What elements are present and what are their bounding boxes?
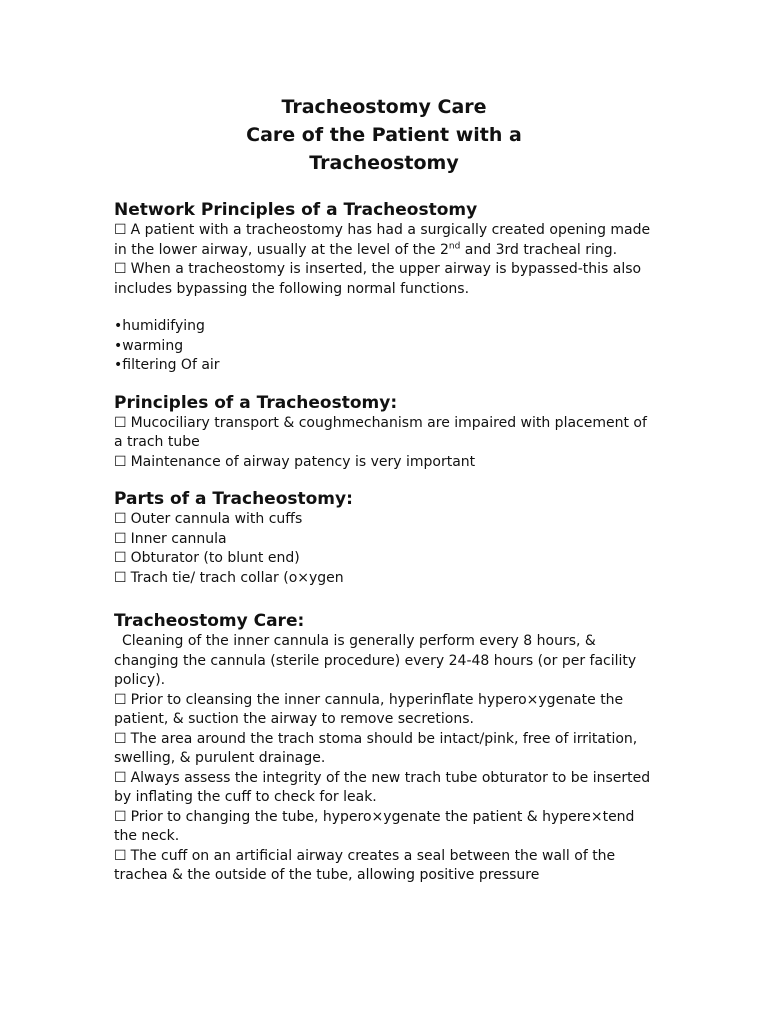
checkbox-bullet-icon: ☐ [114, 414, 127, 431]
checkbox-bullet-icon: ☐ [114, 730, 127, 747]
document-title [114, 93, 654, 177]
section-heading-care: Tracheostomy Care: [114, 611, 305, 631]
list-item-text: Always assess the integrity of the new trach tube obturator to be inserted by inflating the cuff to check for leak. [114, 769, 651, 805]
list-item-text: Prior to cleansing the inner cannula, hyperinflate hypero×ygenate the patient, & suction the airway to remove secretions. [114, 691, 624, 727]
list-item-text: Maintenance of airway patency is very important [130, 453, 476, 470]
section-heading-network-principles: Network Principles of a Tracheostomy [114, 200, 478, 220]
title-line-3: Tracheostomy [309, 152, 459, 174]
paragraph-cleaning-intro [114, 632, 654, 691]
checkbox-bullet-icon: ☐ [114, 453, 127, 470]
checkbox-bullet-icon: ☐ [114, 569, 127, 586]
list-item-text: Prior to changing the tube, hypero×ygenate the patient & hypere×tend the neck. [114, 808, 635, 844]
list-item-trach-stoma [114, 730, 654, 769]
paragraph-text: Cleaning of the inner cannula is generally perform every 8 hours, & changing the cannula (sterile procedure) every 24-48 hours (or per facility policy). [114, 633, 637, 688]
checkbox-bullet-icon: ☐ [114, 261, 127, 277]
paragraph-surgical-opening [114, 221, 654, 260]
list-item-cuff-seal [114, 847, 654, 886]
list-item-outer-cannula [114, 510, 654, 530]
list-item-assess-integrity [114, 769, 654, 808]
list-item-prior-cleansing [114, 691, 654, 730]
paragraph-text: A patient with a tracheostomy has had a surgically created opening made in the lower airway, usually at the level of the 2 [114, 222, 651, 258]
list-item-text: Trach tie/ trach collar (o×ygen [130, 569, 344, 586]
section-heading-parts: Parts of a Tracheostomy: [114, 489, 353, 509]
list-item-airway-patency [114, 453, 654, 473]
list-item-trach-tie [114, 569, 654, 589]
list-item-text: The area around the trach stoma should be intact/pink, free of irritation, swelling, & purulent drainage. [114, 730, 638, 766]
title-line-1: Tracheostomy Care [281, 96, 487, 118]
checkbox-bullet-icon: ☐ [114, 550, 127, 566]
list-item-humidifying: •humidifying [114, 318, 205, 334]
list-item-text: Obturator (to blunt end) [130, 550, 300, 566]
list-item-filtering: •filtering Of air [114, 357, 220, 373]
checkbox-bullet-icon: ☐ [114, 511, 127, 527]
checkbox-bullet-icon: ☐ [114, 530, 127, 547]
list-item-text: Outer cannula with cuffs [130, 511, 303, 527]
list-item-prior-changing [114, 808, 654, 847]
list-item-mucociliary [114, 414, 654, 453]
section-heading-principles: Principles of a Tracheostomy: [114, 392, 398, 413]
list-item-text: The cuff on an artificial airway creates a seal between the wall of the trachea & the outside of the tube, allowing positive pressure [114, 847, 616, 883]
list-item-warming: •warming [114, 337, 184, 354]
list-item-text: Inner cannula [130, 530, 227, 547]
list-item-inner-cannula [114, 530, 654, 550]
checkbox-bullet-icon: ☐ [114, 808, 127, 825]
title-line-2: Care of the Patient with a [246, 124, 522, 146]
paragraph-text: When a tracheostomy is inserted, the upper airway is bypassed-this also includes bypassing the following normal functions. [114, 261, 642, 297]
checkbox-bullet-icon: ☐ [114, 847, 127, 864]
checkbox-bullet-icon: ☐ [114, 222, 127, 238]
checkbox-bullet-icon: ☐ [114, 769, 127, 786]
checkbox-bullet-icon: ☐ [114, 691, 127, 708]
superscript-nd: nd [448, 240, 461, 251]
paragraph-upper-airway-bypassed [114, 260, 654, 299]
document-page [114, 93, 654, 886]
list-item-text: Mucociliary transport & coughmechanism are impaired with placement of a trach tube [114, 414, 647, 450]
list-item-obturator [114, 549, 654, 569]
paragraph-text-cont: and 3rd tracheal ring. [460, 241, 618, 258]
